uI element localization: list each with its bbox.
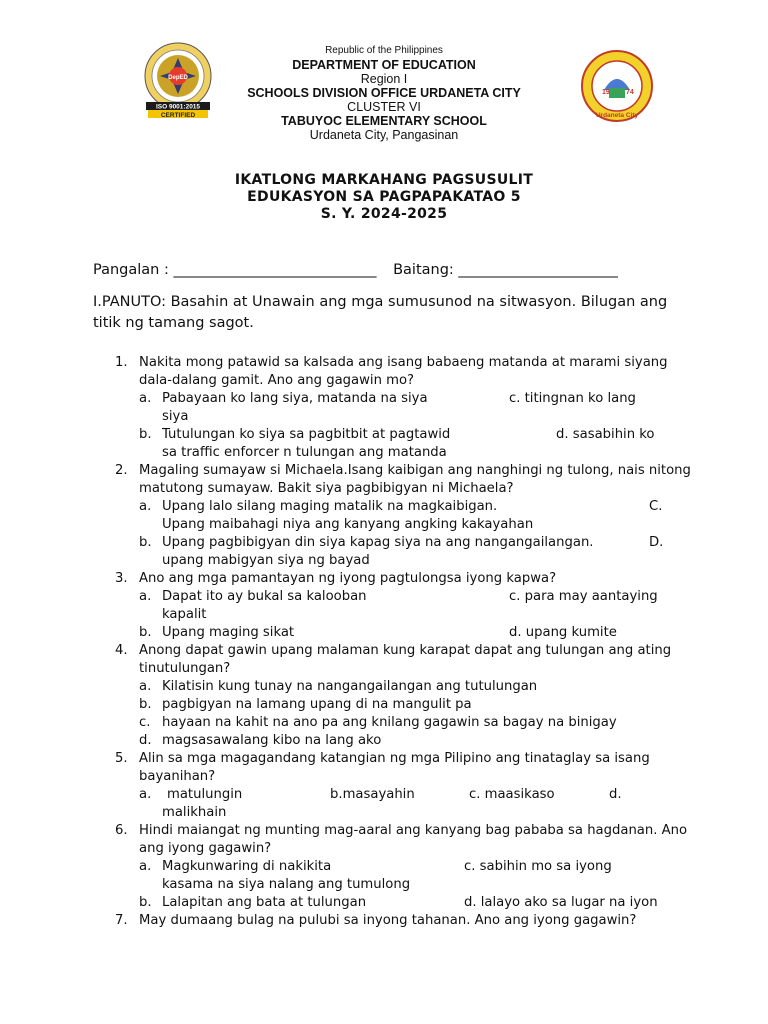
question-list xyxy=(93,354,693,930)
republic-line: Republic of the Philippines xyxy=(325,45,443,56)
svg-text:DepED: DepED xyxy=(168,75,188,81)
question-4: 4. Anong dapat gawin upang malaman kung karapat dapat ang tulungan ang ating tinutulungan? a. Kilatisin kung tunay na nangangailangan ang tutulungan b. pagbigyan na lamang upang di na mangulit pa c. hayaan na kahit na ano pa ang knilang gagawin sa bagay na binigay d. magsasawalang kibo na lang ako xyxy=(93,642,693,750)
svg-text:74: 74 xyxy=(626,89,634,96)
option-a[interactable]: a. Dapat ito ay bukal sa kalooban c. para may aantaying kapalit xyxy=(139,589,658,622)
option-b[interactable]: b. pagbigyan na lamang upang di na mangulit pa xyxy=(139,697,472,712)
question-number: 1. xyxy=(115,355,128,370)
question-1 xyxy=(93,354,693,462)
question-7: 7. May dumaang bulag na pulubi sa inyong tahanan. Ano ang iyong gagawin? xyxy=(93,912,693,930)
question-text: Anong dapat gawin upang malaman kung karapat dapat ang tulungan ang ating tinutulungan? xyxy=(139,643,672,676)
question-text: Nakita mong patawid sa kalsada ang isang babaeng matanda at marami siyang dala-dalang gamit. Ano ang gagawin mo? xyxy=(139,355,668,388)
letterhead xyxy=(0,44,768,142)
school-year: S. Y. 2024-2025 xyxy=(320,206,448,222)
option-c: c. maasikaso xyxy=(469,787,555,802)
option-row[interactable]: a. matulungin b.masayahin c. maasikaso d. malikhain xyxy=(139,787,622,820)
deped-line: DEPARTMENT OF EDUCATION xyxy=(292,58,476,72)
school-address: Urdaneta City, Pangasinan xyxy=(309,128,459,142)
school-name: TABUYOC ELEMENTARY SCHOOL xyxy=(281,114,487,128)
student-info-row xyxy=(93,262,618,278)
option-b: b.masayahin xyxy=(330,787,415,802)
option-a[interactable]: a. Upang lalo silang maging matalik na magkaibigan. C. Upang maibahagi niya ang kanyang angking kakayahan xyxy=(139,499,663,532)
option-b[interactable]: b. Upang pagbibigyan din siya kapag siya na ang nangangailangan. D. upang mabigyan siya ng bayad xyxy=(139,535,664,568)
question-6: 6. Hindi maiangat ng munting mag-aaral ang kanyang bag pababa sa hagdanan. Ano ang iyong gagawin? a. Magkunwaring di nakikita c. sabihin mo sa iyong kasama na siya nalang ang tumulong b. Lalapitan ang bata at tulungan d. lalayo ako sa lugar na iyon xyxy=(93,822,693,912)
svg-text:CERTIFIED: CERTIFIED xyxy=(160,112,196,119)
option-a[interactable]: a. Kilatisin kung tunay na nangangailangan ang tutulungan xyxy=(139,679,538,694)
question-5: 5. Alin sa mga magagandang katangian ng mga Pilipino ang tinataglay sa isang bayanihan? a. matulungin b.masayahin c. maasikaso d. malikhain xyxy=(93,750,693,822)
question-text: Alin sa mga magagandang katangian ng mga Pilipino ang tinataglay sa isang bayanihan? xyxy=(139,751,650,784)
grade-field[interactable]: Baitang: ______________________ xyxy=(393,262,618,278)
option-d: d. xyxy=(609,787,622,802)
option-b[interactable]: b. Lalapitan ang bata at tulungan d. lalayo ako sa lugar na iyon xyxy=(139,895,658,910)
option-a[interactable]: a. Pabayaan ko lang siya, matanda na siya c. titingnan ko lang siya xyxy=(139,391,636,424)
instructions: I.PANUTO: Basahin at Unawain ang mga sumusunod na sitwasyon. Bilugan ang titik ng tamang sagot. xyxy=(93,294,668,331)
question-2: 2. Magaling sumayaw si Michaela.Isang kaibigan ang nanghingi ng tulong, nais nitong matutong sumayaw. Bakit siya pagbibigyan ni Michaela? a. Upang lalo silang maging matalik na magkaibigan. C. Upang maibahagi niya ang kanyang angking kakayahan b. Upang pagbibigyan din siya kapag siya na ang nangangailangan. D. upang mabigyan siya ng bayad xyxy=(93,462,693,570)
question-text: Magaling sumayaw si Michaela.Isang kaibigan ang nanghingi ng tulong, nais nitong matutong sumayaw. Bakit siya pagbibigyan ni Michaela? xyxy=(139,463,691,496)
option-b[interactable]: b. Upang maging sikat d. upang kumite xyxy=(139,625,617,640)
option-c[interactable]: c. hayaan na kahit na ano pa ang knilang gagawin sa bagay na binigay xyxy=(139,715,617,730)
option-d[interactable]: d. magsasawalang kibo na lang ako xyxy=(139,733,382,748)
question-text: Hindi maiangat ng munting mag-aaral ang kanyang bag pababa sa hagdanan. Ano ang iyong gagawin? xyxy=(139,823,688,856)
question-text: May dumaang bulag na pulubi sa inyong tahanan. Ano ang iyong gagawin? xyxy=(139,913,637,928)
name-field[interactable]: Pangalan : ____________________________ xyxy=(93,262,377,278)
question-text: Ano ang mga pamantayan ng iyong pagtulongsa iyong kapwa? xyxy=(139,571,557,586)
option-a: matulungin xyxy=(167,787,243,802)
question-3: 3. Ano ang mga pamantayan ng iyong pagtulongsa iyong kapwa? a. Dapat ito ay bukal sa kalooban c. para may aantaying kapalit b. Upang maging sikat d. upang kumite xyxy=(93,570,693,642)
division-line: SCHOOLS DIVISION OFFICE URDANETA CITY xyxy=(247,86,521,100)
svg-text:ISO 9001:2015: ISO 9001:2015 xyxy=(155,103,201,111)
svg-text:Urdaneta City: Urdaneta City xyxy=(595,112,639,119)
region-line: Region I xyxy=(360,72,408,86)
option-b[interactable]: b. Tutulungan ko siya sa pagbitbit at pagtawid d. sasabihin ko sa traffic enforcer n tulungan ang matanda xyxy=(139,427,655,460)
exam-title xyxy=(0,172,768,223)
exam-title-line1: IKATLONG MARKAHANG PAGSUSULIT xyxy=(234,172,534,188)
cluster-line: CLUSTER VI xyxy=(347,100,421,114)
svg-text:19: 19 xyxy=(602,89,610,96)
exam-subject: EDUKASYON SA PAGPAPAKATAO 5 xyxy=(247,189,521,205)
option-a[interactable]: a. Magkunwaring di nakikita c. sabihin mo sa iyong kasama na siya nalang ang tumulong xyxy=(139,859,612,892)
